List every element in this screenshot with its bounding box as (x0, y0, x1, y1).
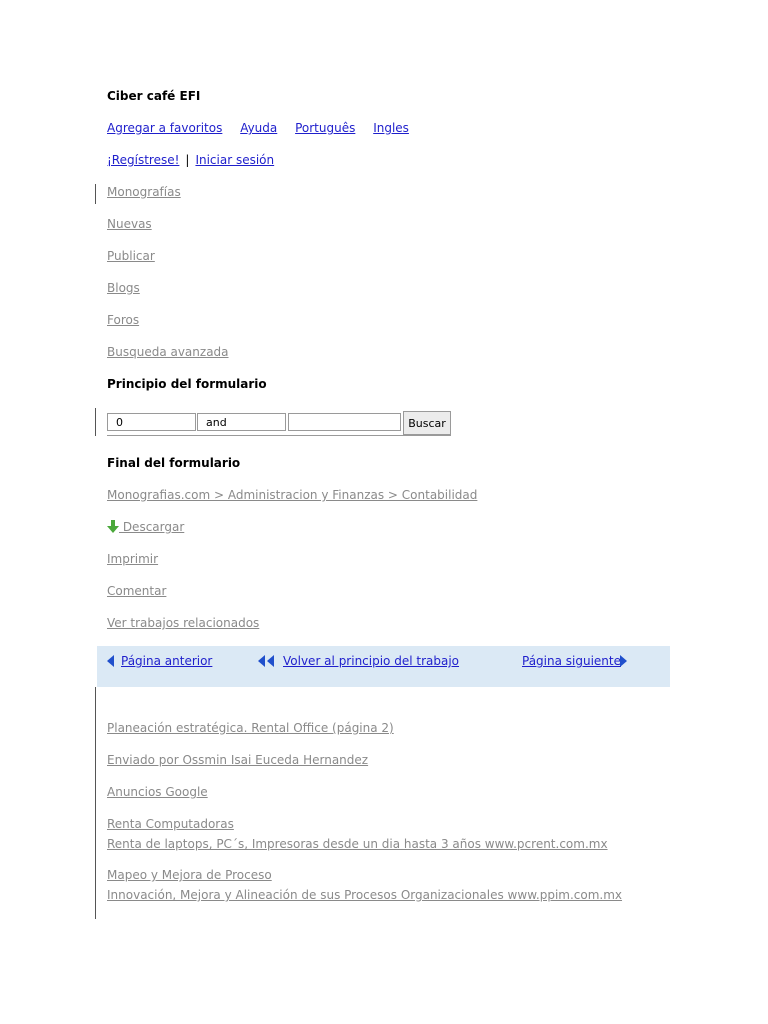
help-link[interactable]: Ayuda (240, 121, 278, 135)
author-line[interactable]: Enviado por Ossmin Isai Euceda Hernandez (107, 753, 369, 767)
form-underline (107, 435, 451, 436)
menu-item-advanced-search[interactable]: Busqueda avanzada (107, 345, 229, 359)
document-title[interactable]: Planeación estratégica. Rental Office (página 2) (107, 721, 394, 735)
download-arrow-icon (107, 520, 119, 533)
menu-item-blogs[interactable]: Blogs (107, 281, 140, 295)
menu-item-monografias[interactable]: Monografías (107, 185, 181, 199)
login-link[interactable]: Iniciar sesión (195, 153, 275, 167)
next-page-link[interactable]: Página siguiente (522, 654, 621, 668)
download-link[interactable]: Descargar (119, 520, 185, 534)
divider-line (95, 687, 96, 919)
divider-line (95, 408, 96, 436)
ad-text[interactable]: Renta de laptops, PC´s, Impresoras desde un dia hasta 3 años www.pcrent.com.mx (107, 837, 608, 851)
site-title: Ciber café EFI (107, 89, 201, 103)
prev-arrow-icon (107, 653, 119, 667)
menu-item-publicar[interactable]: Publicar (107, 249, 155, 263)
search-field-1[interactable] (107, 413, 196, 431)
pager-bar (97, 646, 670, 687)
related-works-link[interactable]: Ver trabajos relacionados (107, 616, 260, 630)
search-field-2[interactable] (288, 413, 401, 431)
print-link[interactable]: Imprimir (107, 552, 159, 566)
portuguese-link[interactable]: Português (295, 121, 356, 135)
search-button[interactable]: Buscar (403, 411, 451, 435)
auth-links (107, 153, 274, 167)
breadcrumb[interactable]: Monografias.com > Administracion y Finanzas > Contabilidad (107, 488, 478, 502)
top-nav (107, 121, 423, 135)
english-link[interactable]: Ingles (373, 121, 409, 135)
auth-separator: | (185, 153, 190, 167)
divider-line (95, 184, 96, 204)
download-action[interactable] (107, 520, 184, 534)
back-to-top-icon (258, 653, 279, 667)
form-start-label: Principio del formulario (107, 377, 267, 391)
ads-label[interactable]: Anuncios Google (107, 785, 208, 799)
register-link[interactable]: ¡Regístrese! (107, 153, 180, 167)
menu-item-nuevas[interactable]: Nuevas (107, 217, 152, 231)
form-end-label: Final del formulario (107, 456, 241, 470)
prev-page-link[interactable]: Página anterior (121, 654, 213, 668)
next-arrow-icon (616, 653, 627, 667)
search-operator-field[interactable] (197, 413, 286, 431)
ad-title[interactable]: Renta Computadoras (107, 817, 234, 831)
ad-title[interactable]: Mapeo y Mejora de Proceso (107, 868, 272, 882)
menu-item-foros[interactable]: Foros (107, 313, 140, 327)
ad-text[interactable]: Innovación, Mejora y Alineación de sus Procesos Organizacionales www.ppim.com.mx (107, 888, 623, 902)
add-favorites-link[interactable]: Agregar a favoritos (107, 121, 223, 135)
comment-link[interactable]: Comentar (107, 584, 167, 598)
back-to-top-link[interactable]: Volver al principio del trabajo (283, 654, 460, 668)
